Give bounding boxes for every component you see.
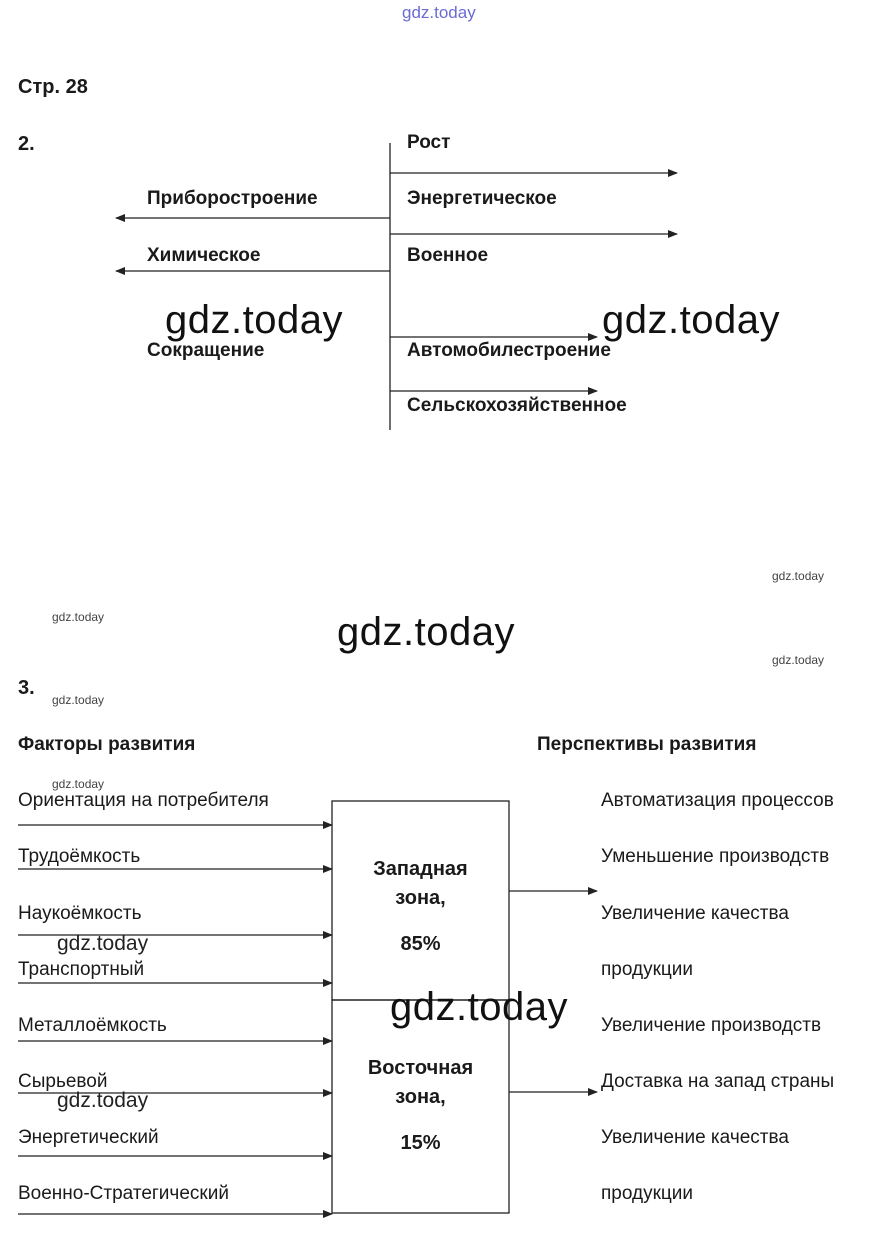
factors-title: Факторы развития bbox=[18, 734, 196, 755]
factor-item: Транспортный bbox=[18, 959, 145, 980]
watermark-small: gdz.today bbox=[772, 653, 825, 667]
watermark-small: gdz.today bbox=[52, 777, 105, 791]
east-zone-name: Восточная bbox=[367, 1057, 474, 1079]
watermark-big: gdz.today bbox=[337, 610, 515, 654]
watermark-small: gdz.today bbox=[52, 693, 105, 707]
page-label: Стр. 28 bbox=[18, 76, 88, 98]
prospect-item: продукции bbox=[601, 1183, 694, 1204]
west-zone-label bbox=[332, 855, 509, 959]
prospect-item: Автоматизация процессов bbox=[601, 790, 834, 811]
prospect-item: продукции bbox=[601, 959, 694, 980]
east-zone-word: зона, bbox=[395, 1086, 446, 1108]
east-zone-share: 15% bbox=[400, 1132, 441, 1154]
left-item-reduction: Сокращение bbox=[147, 340, 265, 361]
task2-number: 2. bbox=[18, 133, 35, 155]
prospect-item: Увеличение производств bbox=[601, 1015, 822, 1036]
west-zone-word: зона, bbox=[395, 887, 446, 909]
watermark-top: gdz.today bbox=[402, 3, 476, 22]
right-item-military: Военное bbox=[407, 245, 489, 266]
left-item-chem: Химическое bbox=[147, 245, 261, 266]
watermark-big: gdz.today bbox=[390, 985, 568, 1029]
prospects-title: Перспективы развития bbox=[537, 734, 757, 755]
left-item-pribor: Приборостроение bbox=[147, 188, 318, 209]
factor-item: Металлоёмкость bbox=[18, 1015, 167, 1036]
prospect-item: Увеличение качества bbox=[601, 903, 789, 924]
watermark-medium: gdz.today bbox=[57, 1089, 149, 1112]
watermark-small: gdz.today bbox=[772, 569, 825, 583]
factor-item: Наукоёмкость bbox=[18, 903, 142, 924]
right-item-auto: Автомобилестроение bbox=[407, 340, 611, 361]
prospect-item: Доставка на запад страны bbox=[601, 1071, 835, 1092]
factor-item: Сырьевой bbox=[18, 1071, 108, 1092]
factor-item: Трудоёмкость bbox=[18, 846, 141, 867]
prospect-item: Уменьшение производств bbox=[601, 846, 830, 867]
west-zone-name: Западная bbox=[373, 858, 468, 880]
watermark-big: gdz.today bbox=[602, 298, 780, 342]
right-item-rost: Рост bbox=[407, 132, 451, 153]
watermark-small: gdz.today bbox=[52, 610, 105, 624]
prospect-item: Увеличение качества bbox=[601, 1127, 789, 1148]
west-zone-share: 85% bbox=[400, 933, 441, 955]
right-item-agro: Сельскохозяйственное bbox=[407, 395, 627, 416]
task3-number: 3. bbox=[18, 677, 35, 699]
watermark-medium: gdz.today bbox=[57, 932, 149, 955]
east-zone-label bbox=[332, 1054, 509, 1158]
right-item-energy: Энергетическое bbox=[407, 188, 557, 209]
factor-item: Энергетический bbox=[18, 1127, 159, 1148]
factor-item: Ориентация на потребителя bbox=[18, 790, 269, 811]
watermark-big: gdz.today bbox=[165, 298, 343, 342]
factor-item: Военно-Стратегический bbox=[18, 1183, 229, 1204]
